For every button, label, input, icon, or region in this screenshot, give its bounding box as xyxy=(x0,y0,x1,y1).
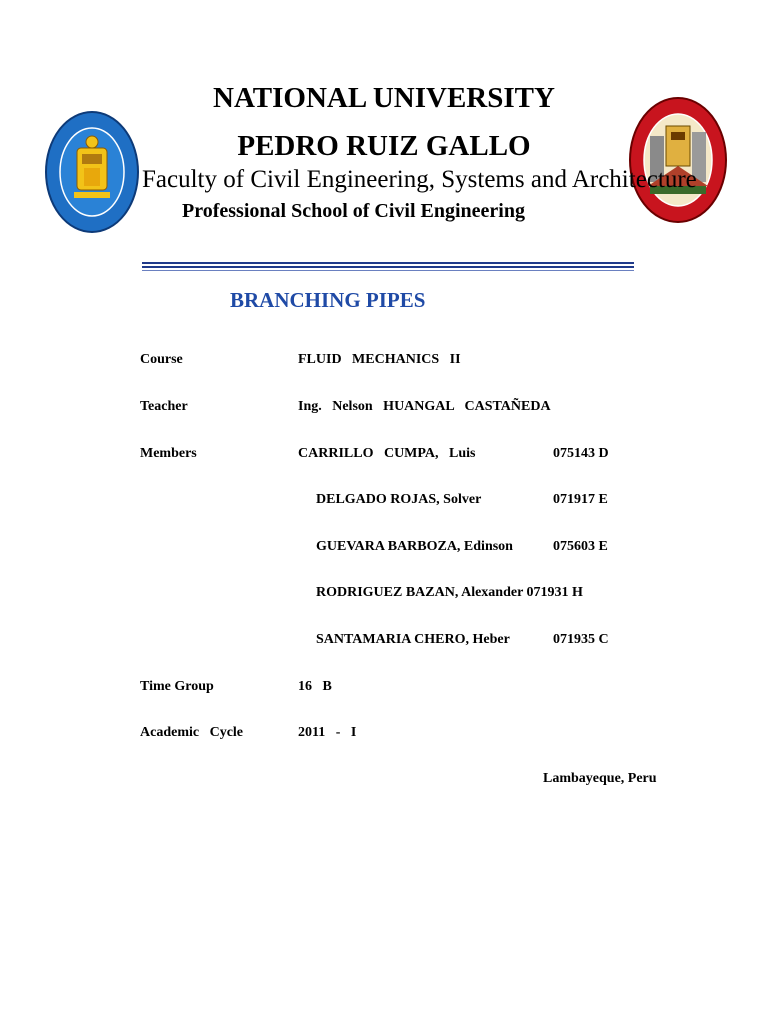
divider-line xyxy=(142,262,634,264)
member-code: 071917 E xyxy=(553,492,608,507)
member-code: 075603 E xyxy=(553,539,608,554)
academic-cycle-value: 2011 - I xyxy=(298,725,357,740)
member-name: GUEVARA BARBOZA, Edinson xyxy=(316,539,513,554)
member-code: 075143 D xyxy=(553,446,609,461)
time-group-value: 16 B xyxy=(298,679,332,694)
course-value: FLUID MECHANICS II xyxy=(298,352,461,367)
university-seal-icon xyxy=(44,110,140,234)
course-label: Course xyxy=(140,352,183,367)
faculty-name: Faculty of Civil Engineering, Systems and Architecture xyxy=(142,166,697,193)
divider-line xyxy=(142,266,634,268)
time-group-label: Time Group xyxy=(140,679,214,694)
divider-line xyxy=(142,270,634,271)
member-name: SANTAMARIA CHERO, Heber xyxy=(316,632,510,647)
place-label: Lambayeque, Peru xyxy=(543,771,657,786)
member-name: DELGADO ROJAS, Solver xyxy=(316,492,482,507)
teacher-value: Ing. Nelson HUANGAL CASTAÑEDA xyxy=(298,399,551,414)
school-name: Professional School of Civil Engineering xyxy=(182,200,525,222)
university-name-line2: PEDRO RUIZ GALLO xyxy=(237,130,531,162)
academic-cycle-label: Academic Cycle xyxy=(140,725,244,740)
member-name: CARRILLO CUMPA, Luis xyxy=(298,446,476,461)
member-code: 071935 C xyxy=(553,632,609,647)
document-title: BRANCHING PIPES xyxy=(230,288,426,312)
teacher-label: Teacher xyxy=(140,399,188,414)
member-name: RODRIGUEZ BAZAN, Alexander 071931 H xyxy=(316,585,583,600)
university-name-line1: NATIONAL UNIVERSITY xyxy=(213,82,555,114)
members-label: Members xyxy=(140,446,197,461)
